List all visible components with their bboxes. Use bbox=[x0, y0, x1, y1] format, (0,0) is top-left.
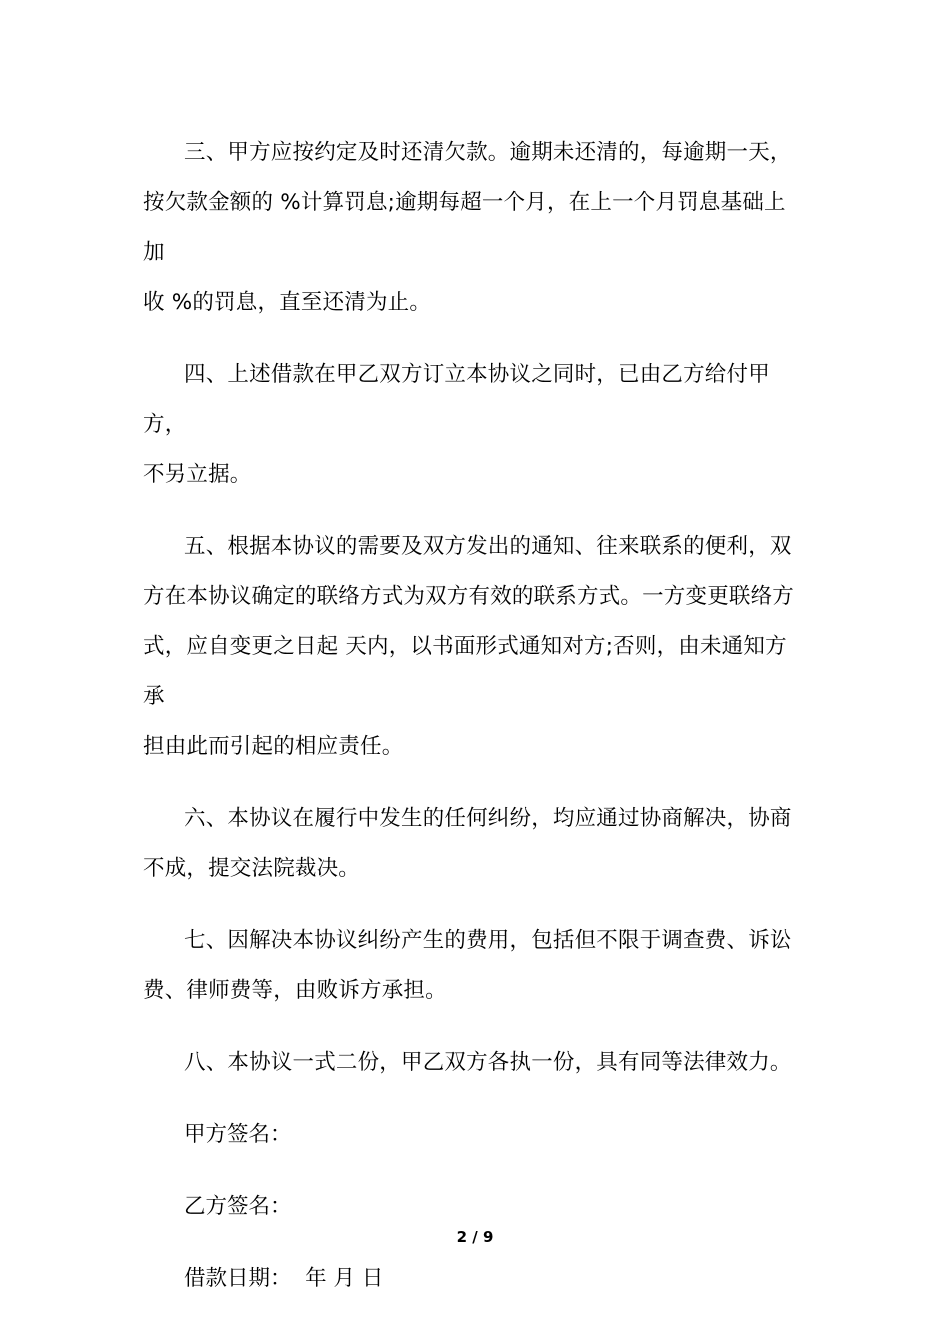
clause-line: 方在本协议确定的联络方式为双方有效的联系方式。一方变更联络方 bbox=[143, 584, 795, 609]
clause-line: 按欠款金额的 %计算罚息;逾期每超一个月，在上一个月罚息基础上加 bbox=[143, 190, 786, 265]
clause-7 bbox=[143, 916, 807, 1016]
clause-line: 不另立据。 bbox=[143, 462, 252, 487]
clause-line: 不成，提交法院裁决。 bbox=[143, 856, 361, 881]
loan-date-label: 借款日期： 年 月 日 bbox=[184, 1266, 384, 1291]
clause-4 bbox=[143, 350, 807, 500]
clause-3 bbox=[143, 128, 807, 328]
clause-5 bbox=[143, 522, 807, 772]
document-body bbox=[143, 128, 807, 1326]
clause-line: 八、本协议一式二份，甲乙双方各执一份，具有同等法律效力。 bbox=[184, 1050, 792, 1075]
clause-8 bbox=[143, 1038, 807, 1088]
clause-line: 式，应自变更之日起 天内，以书面形式通知对方;否则，由未通知方承 bbox=[143, 634, 787, 709]
clause-line: 担由此而引起的相应责任。 bbox=[143, 734, 404, 759]
party-a-signature-label: 甲方签名： bbox=[184, 1122, 292, 1147]
clause-line: 七、因解决本协议纠纷产生的费用，包括但不限于调查费、诉讼 bbox=[184, 928, 792, 953]
clause-line: 三、甲方应按约定及时还清欠款。逾期未还清的，每逾期一天， bbox=[184, 140, 792, 165]
clause-line: 费、律师费等，由败诉方承担。 bbox=[143, 978, 447, 1003]
page-number: 2 / 9 bbox=[456, 1228, 494, 1246]
clause-line: 五、根据本协议的需要及双方发出的通知、往来联系的便利，双 bbox=[184, 534, 792, 559]
clause-line: 四、上述借款在甲乙双方订立本协议之同时，已由乙方给付甲方， bbox=[143, 362, 770, 437]
clause-line: 收 %的罚息，直至还清为止。 bbox=[143, 290, 432, 315]
clause-line: 六、本协议在履行中发生的任何纠纷，均应通过协商解决，协商 bbox=[184, 806, 792, 831]
party-b-signature-label: 乙方签名： bbox=[184, 1194, 292, 1219]
clause-6 bbox=[143, 794, 807, 894]
